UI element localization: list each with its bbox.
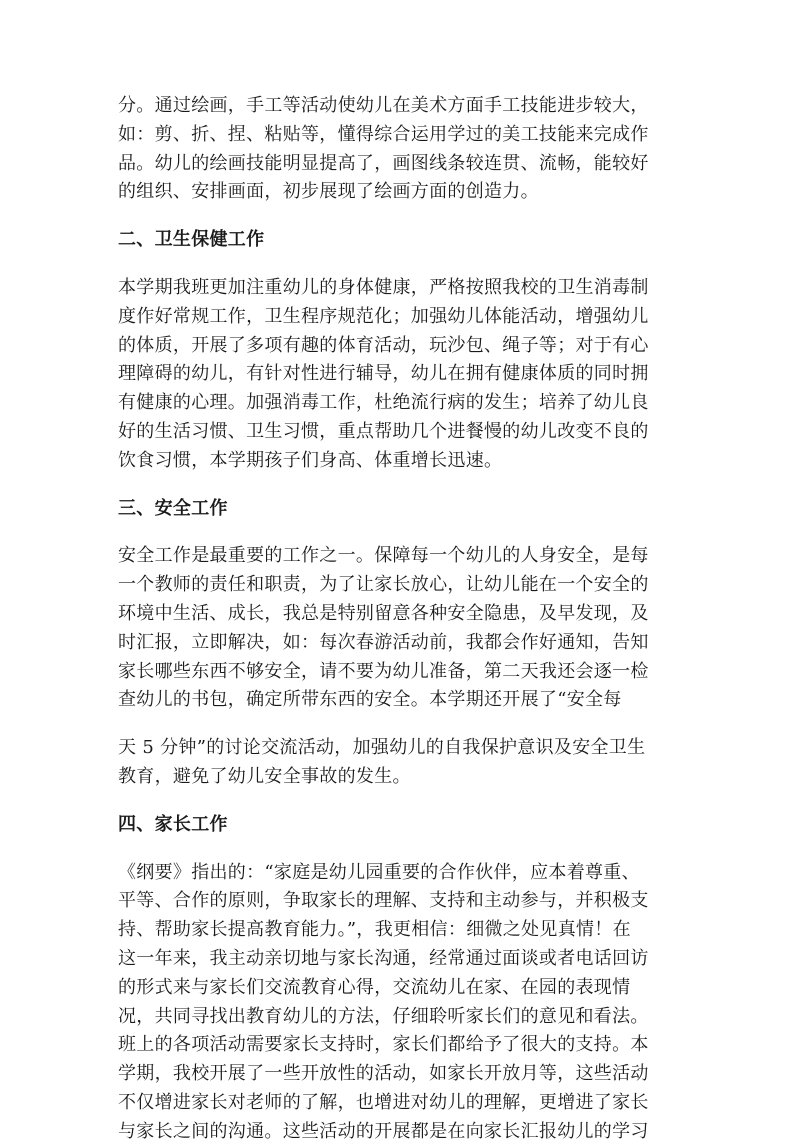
hygiene-paragraph <box>118 274 678 476</box>
text-line: 这一年来，我主动亲切地与家长沟通，经常通过面谈或者电话回访 <box>118 947 649 969</box>
text-line: 饮食习惯，本学期孩子们身高、体重增长迅速。 <box>118 449 503 471</box>
text-line: 安全工作是最重要的工作之一。保障每一个幼儿的人身安全，是每 <box>118 545 649 567</box>
section-heading-parents: 四、家长工作 <box>118 813 228 835</box>
text-line: 持、帮助家长提高教育能力。”，我更相信：细微之处见真情！在 <box>118 919 631 941</box>
section-heading-hygiene: 二、卫生保健工作 <box>118 229 265 251</box>
text-line: 本学期我班更加注重幼儿的身体健康，严格按照我校的卫生消毒制 <box>118 276 649 298</box>
text-line: 的体质，开展了多项有趣的体育活动，玩沙包、绳子等；对于有心 <box>118 334 649 356</box>
document-page <box>118 92 678 1147</box>
text-line: 分。通过绘画，手工等活动使幼儿在美术方面手工技能进步较大， <box>118 95 649 116</box>
text-line: 天 5 分钟”的讨论交流活动，加强幼儿的自我保护意识及安全卫生 <box>118 737 646 759</box>
text-line: 理障碍的幼儿，有针对性进行辅导，幼儿在拥有健康体质的同时拥 <box>118 363 649 385</box>
text-line: 《纲要》指出的：“家庭是幼儿园重要的合作伙伴，应本着尊重、 <box>118 861 640 883</box>
text-line: 与家长之间的沟通。这些活动的开展都是在向家长汇报幼儿的学习 <box>118 1120 649 1142</box>
text-line: 学期，我校开展了一些开放性的活动，如家长开放月等，这些活动 <box>118 1063 649 1085</box>
text-line: 如：剪、折、捏、粘贴等，懂得综合运用学过的美工技能来完成作 <box>118 123 649 145</box>
text-line: 好的生活习惯、卫生习惯，重点帮助几个进餐慢的幼儿改变不良的 <box>118 420 649 442</box>
text-line: 平等、合作的原则，争取家长的理解、支持和主动参与，并积极支 <box>118 890 649 912</box>
text-line: 一个教师的责任和职责，为了让家长放心，让幼儿能在一个安全的 <box>118 574 649 596</box>
text-line: 家长哪些东西不够安全，请不要为幼儿准备，第二天我还会逐一检 <box>118 660 649 682</box>
section-heading-safety: 三、安全工作 <box>118 497 228 519</box>
text-line: 有健康的心理。加强消毒工作，杜绝流行病的发生；培养了幼儿良 <box>118 392 649 414</box>
text-line: 况，共同寻找出教育幼儿的方法，仔细聆听家长们的意见和看法。 <box>118 1005 649 1027</box>
text-line: 不仅增进家长对老师的了解，也增进对幼儿的理解，更增进了家长 <box>118 1091 649 1113</box>
text-line: 班上的各项活动需要家长支持时，家长们都给予了很大的支持。本 <box>118 1034 649 1056</box>
intro-paragraph <box>118 92 678 207</box>
safety-paragraph-continued <box>118 734 678 792</box>
safety-paragraph <box>118 542 678 715</box>
text-line: 环境中生活、成长，我总是特别留意各种安全隐患，及早发现，及 <box>118 602 649 624</box>
text-line: 教育，避免了幼儿安全事故的发生。 <box>118 765 411 787</box>
text-line: 品。幼儿的绘画技能明显提高了，画图线条较连贯、流畅，能较好 <box>118 152 649 174</box>
text-line: 查幼儿的书包，确定所带东西的安全。本学期还开展了“安全每 <box>118 689 622 711</box>
text-line: 的组织、安排画面，初步展现了绘画方面的创造力。 <box>118 181 539 203</box>
text-line: 度作好常规工作，卫生程序规范化；加强幼儿体能活动，增强幼儿 <box>118 305 649 327</box>
text-line: 的形式来与家长们交流教育心得，交流幼儿在家、在园的表现情 <box>118 976 631 998</box>
text-line: 时汇报，立即解决，如：每次春游活动前，我都会作好通知，告知 <box>118 631 649 653</box>
parents-paragraph <box>118 859 678 1147</box>
